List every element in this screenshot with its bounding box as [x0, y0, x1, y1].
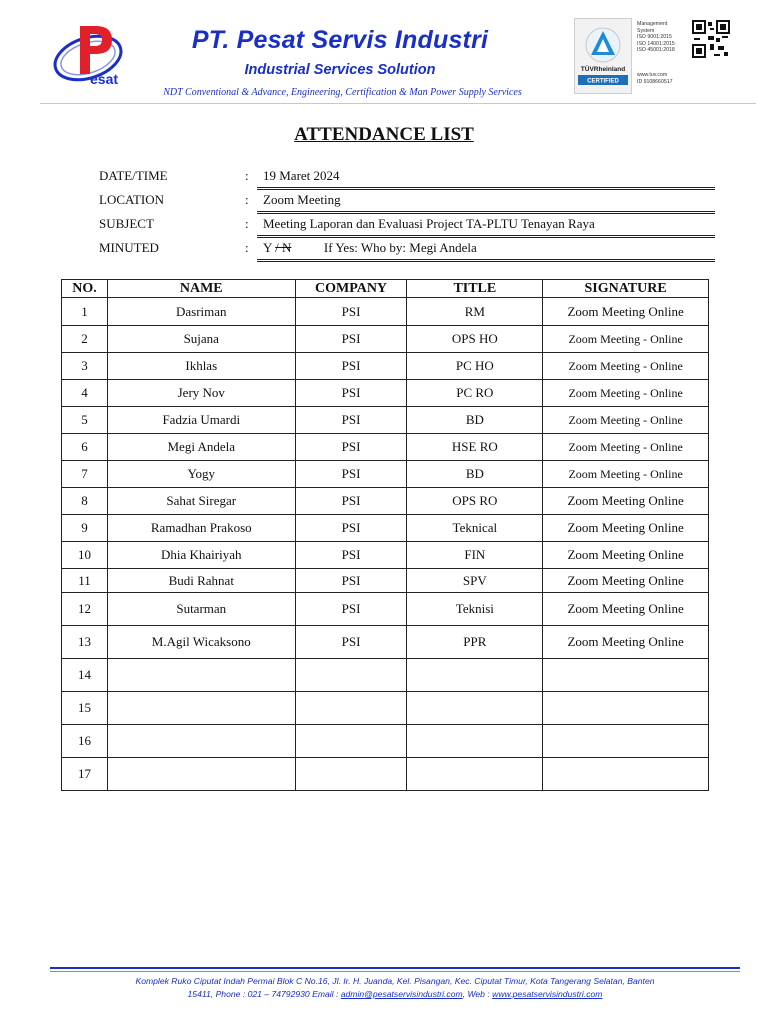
table-row	[62, 326, 709, 353]
cell-signature: Zoom Meeting Online	[543, 298, 709, 326]
cell-name: Sutarman	[107, 593, 295, 626]
subject-label: SUBJECT	[99, 216, 154, 231]
cell-company: PSI	[295, 626, 407, 659]
cell-signature: Zoom Meeting Online	[543, 515, 709, 542]
cell-signature	[543, 692, 709, 725]
cell-signature: Zoom Meeting - Online	[543, 353, 709, 380]
table-row	[62, 542, 709, 569]
logo-text: esat	[90, 71, 119, 87]
cell-company: PSI	[295, 434, 407, 461]
minuted-value	[263, 240, 477, 256]
cell-title: Teknisi	[407, 593, 543, 626]
table-row	[62, 569, 709, 593]
cert-line: ID 9108660517	[637, 78, 673, 85]
cert-badge-label: CERTIFIED	[587, 78, 619, 85]
cert-line: www.tuv.com	[637, 71, 668, 78]
table-row	[62, 692, 709, 725]
company-name: PT. Pesat Servis Industri	[191, 26, 489, 54]
certification-block	[574, 18, 732, 94]
cell-company	[295, 725, 407, 758]
header-title: TITLE	[407, 280, 543, 298]
table-row	[62, 626, 709, 659]
cell-signature: Zoom Meeting - Online	[543, 434, 709, 461]
cell-signature: Zoom Meeting Online	[543, 542, 709, 569]
colon: :	[245, 192, 249, 207]
cell-title: PPR	[407, 626, 543, 659]
location-label: LOCATION	[99, 192, 164, 207]
cell-title: BD	[407, 461, 543, 488]
cell-signature	[543, 758, 709, 791]
cell-no: 8	[62, 488, 108, 515]
tuv-certified-badge	[574, 18, 632, 94]
footer-line-1: Komplek Ruko Ciputat Indah Permai Blok C No.16, Jl. Ir. H. Juanda, Kel. Pisangan, Kec. Ciputat Timur, Kota Tangerang Selatan, Banten	[135, 976, 655, 986]
cert-line: ISO 14001:2015	[637, 40, 675, 47]
cell-title: BD	[407, 407, 543, 434]
cell-signature: Zoom Meeting Online	[543, 569, 709, 593]
cell-no: 16	[62, 725, 108, 758]
table-row	[62, 758, 709, 791]
table-row	[62, 407, 709, 434]
cell-title: Teknical	[407, 515, 543, 542]
cell-no: 9	[62, 515, 108, 542]
cell-no: 13	[62, 626, 108, 659]
company-logo-icon	[50, 18, 130, 90]
table-row	[62, 725, 709, 758]
table-header-row	[62, 280, 709, 298]
cell-company: PSI	[295, 407, 407, 434]
cell-name	[107, 659, 295, 692]
table-row	[62, 380, 709, 407]
colon: :	[245, 216, 249, 231]
meeting-details	[99, 166, 719, 262]
cell-company: PSI	[295, 380, 407, 407]
cell-signature: Zoom Meeting Online	[543, 488, 709, 515]
qr-code-icon	[692, 20, 730, 58]
cell-signature	[543, 659, 709, 692]
cell-signature: Zoom Meeting Online	[543, 626, 709, 659]
cell-no: 5	[62, 407, 108, 434]
footer-divider	[50, 967, 740, 969]
footer-web-prefix: , Web :	[462, 989, 493, 999]
cell-name: Ramadhan Prakoso	[107, 515, 295, 542]
cell-no: 1	[62, 298, 108, 326]
footer-address	[50, 975, 740, 1001]
cell-title: PC HO	[407, 353, 543, 380]
cell-company	[295, 659, 407, 692]
cell-name: Yogy	[107, 461, 295, 488]
cell-name: Budi Rahnat	[107, 569, 295, 593]
cell-name: Fadzia Umardi	[107, 407, 295, 434]
cell-no: 12	[62, 593, 108, 626]
cell-title: SPV	[407, 569, 543, 593]
letterhead	[0, 0, 768, 110]
company-services: NDT Conventional & Advance, Engineering, Certification & Man Power Supply Services	[163, 87, 522, 98]
minuted-label: MINUTED	[99, 240, 159, 255]
table-row	[62, 461, 709, 488]
cell-name: Sahat Siregar	[107, 488, 295, 515]
cell-name	[107, 758, 295, 791]
subject-value: Meeting Laporan dan Evaluasi Project TA-PLTU Tenayan Raya	[263, 216, 595, 231]
cell-title: OPS RO	[407, 488, 543, 515]
table-row	[62, 488, 709, 515]
table-row	[62, 659, 709, 692]
cell-title	[407, 758, 543, 791]
cell-no: 4	[62, 380, 108, 407]
cell-company: PSI	[295, 515, 407, 542]
colon: :	[245, 240, 249, 255]
cert-line	[637, 54, 689, 72]
minuted-yes: Y	[263, 240, 272, 255]
cert-line: Management	[637, 21, 668, 27]
cell-title	[407, 659, 543, 692]
cell-no: 10	[62, 542, 108, 569]
cell-company: PSI	[295, 488, 407, 515]
table-row	[62, 434, 709, 461]
header-no: NO.	[62, 280, 108, 298]
cell-company: PSI	[295, 542, 407, 569]
cell-signature: Zoom Meeting - Online	[543, 326, 709, 353]
table-row	[62, 298, 709, 326]
cell-no: 3	[62, 353, 108, 380]
cell-title	[407, 692, 543, 725]
cell-company	[295, 758, 407, 791]
cell-signature: Zoom Meeting - Online	[543, 407, 709, 434]
cell-no: 7	[62, 461, 108, 488]
cell-company: PSI	[295, 461, 407, 488]
cell-no: 14	[62, 659, 108, 692]
cell-no: 2	[62, 326, 108, 353]
cell-title: OPS HO	[407, 326, 543, 353]
cell-name: Sujana	[107, 326, 295, 353]
cell-signature: Zoom Meeting - Online	[543, 461, 709, 488]
meta-row-subject	[99, 214, 719, 238]
cell-name: Ikhlas	[107, 353, 295, 380]
cell-title: PC RO	[407, 380, 543, 407]
cell-signature	[543, 725, 709, 758]
underline	[257, 259, 715, 262]
cell-signature: Zoom Meeting Online	[543, 593, 709, 626]
cell-title: FIN	[407, 542, 543, 569]
page-title: ATTENDANCE LIST	[294, 124, 474, 145]
cell-title: RM	[407, 298, 543, 326]
cell-no: 11	[62, 569, 108, 593]
colon: :	[245, 168, 249, 183]
meta-row-location	[99, 190, 719, 214]
cell-no: 15	[62, 692, 108, 725]
cell-company: PSI	[295, 298, 407, 326]
cell-name: Megi Andela	[107, 434, 295, 461]
cell-no: 17	[62, 758, 108, 791]
cell-name: Dhia Khairiyah	[107, 542, 295, 569]
cert-line: ISO 45001:2018	[637, 47, 675, 54]
cell-company: PSI	[295, 593, 407, 626]
cell-company: PSI	[295, 569, 407, 593]
header-divider	[40, 103, 756, 104]
cell-title: HSE RO	[407, 434, 543, 461]
footer-divider-thin	[50, 971, 740, 972]
cell-title	[407, 725, 543, 758]
meta-row-date	[99, 166, 719, 190]
table-row	[62, 353, 709, 380]
cert-details	[637, 21, 689, 85]
footer-email-link[interactable]: admin@pesatservisindustri.com	[340, 989, 463, 999]
tuv-triangle-icon	[575, 19, 631, 93]
cell-name: Jery Nov	[107, 380, 295, 407]
cell-name	[107, 725, 295, 758]
header-name: NAME	[107, 280, 295, 298]
date-value: 19 Maret 2024	[263, 168, 340, 183]
header-signature: SIGNATURE	[543, 280, 709, 298]
footer-line-2	[50, 988, 740, 1001]
meta-row-minuted	[99, 238, 719, 262]
minuted-who: If Yes: Who by: Megi Andela	[323, 240, 477, 255]
cell-name: M.Agil Wicaksono	[107, 626, 295, 659]
cell-no: 6	[62, 434, 108, 461]
header-company: COMPANY	[295, 280, 407, 298]
cell-company	[295, 692, 407, 725]
minuted-no: / N	[275, 240, 292, 255]
table-row	[62, 593, 709, 626]
footer-web-link[interactable]: www.pesatservisindustri.com	[492, 989, 603, 999]
cell-company: PSI	[295, 326, 407, 353]
company-tagline: Industrial Services Solution	[244, 62, 436, 78]
date-label: DATE/TIME	[99, 168, 168, 183]
cert-line: System	[637, 27, 655, 34]
cell-name	[107, 692, 295, 725]
cert-badge-text: TÜVRheinland	[580, 66, 626, 73]
location-value: Zoom Meeting	[263, 192, 341, 207]
cert-line: ISO 9001:2015	[637, 34, 672, 41]
attendance-table	[61, 279, 709, 791]
table-row	[62, 515, 709, 542]
cell-signature: Zoom Meeting - Online	[543, 380, 709, 407]
cell-name: Dasriman	[107, 298, 295, 326]
footer-phone: 15411, Phone : 021 – 74792930 Email :	[187, 989, 341, 999]
cell-company: PSI	[295, 353, 407, 380]
